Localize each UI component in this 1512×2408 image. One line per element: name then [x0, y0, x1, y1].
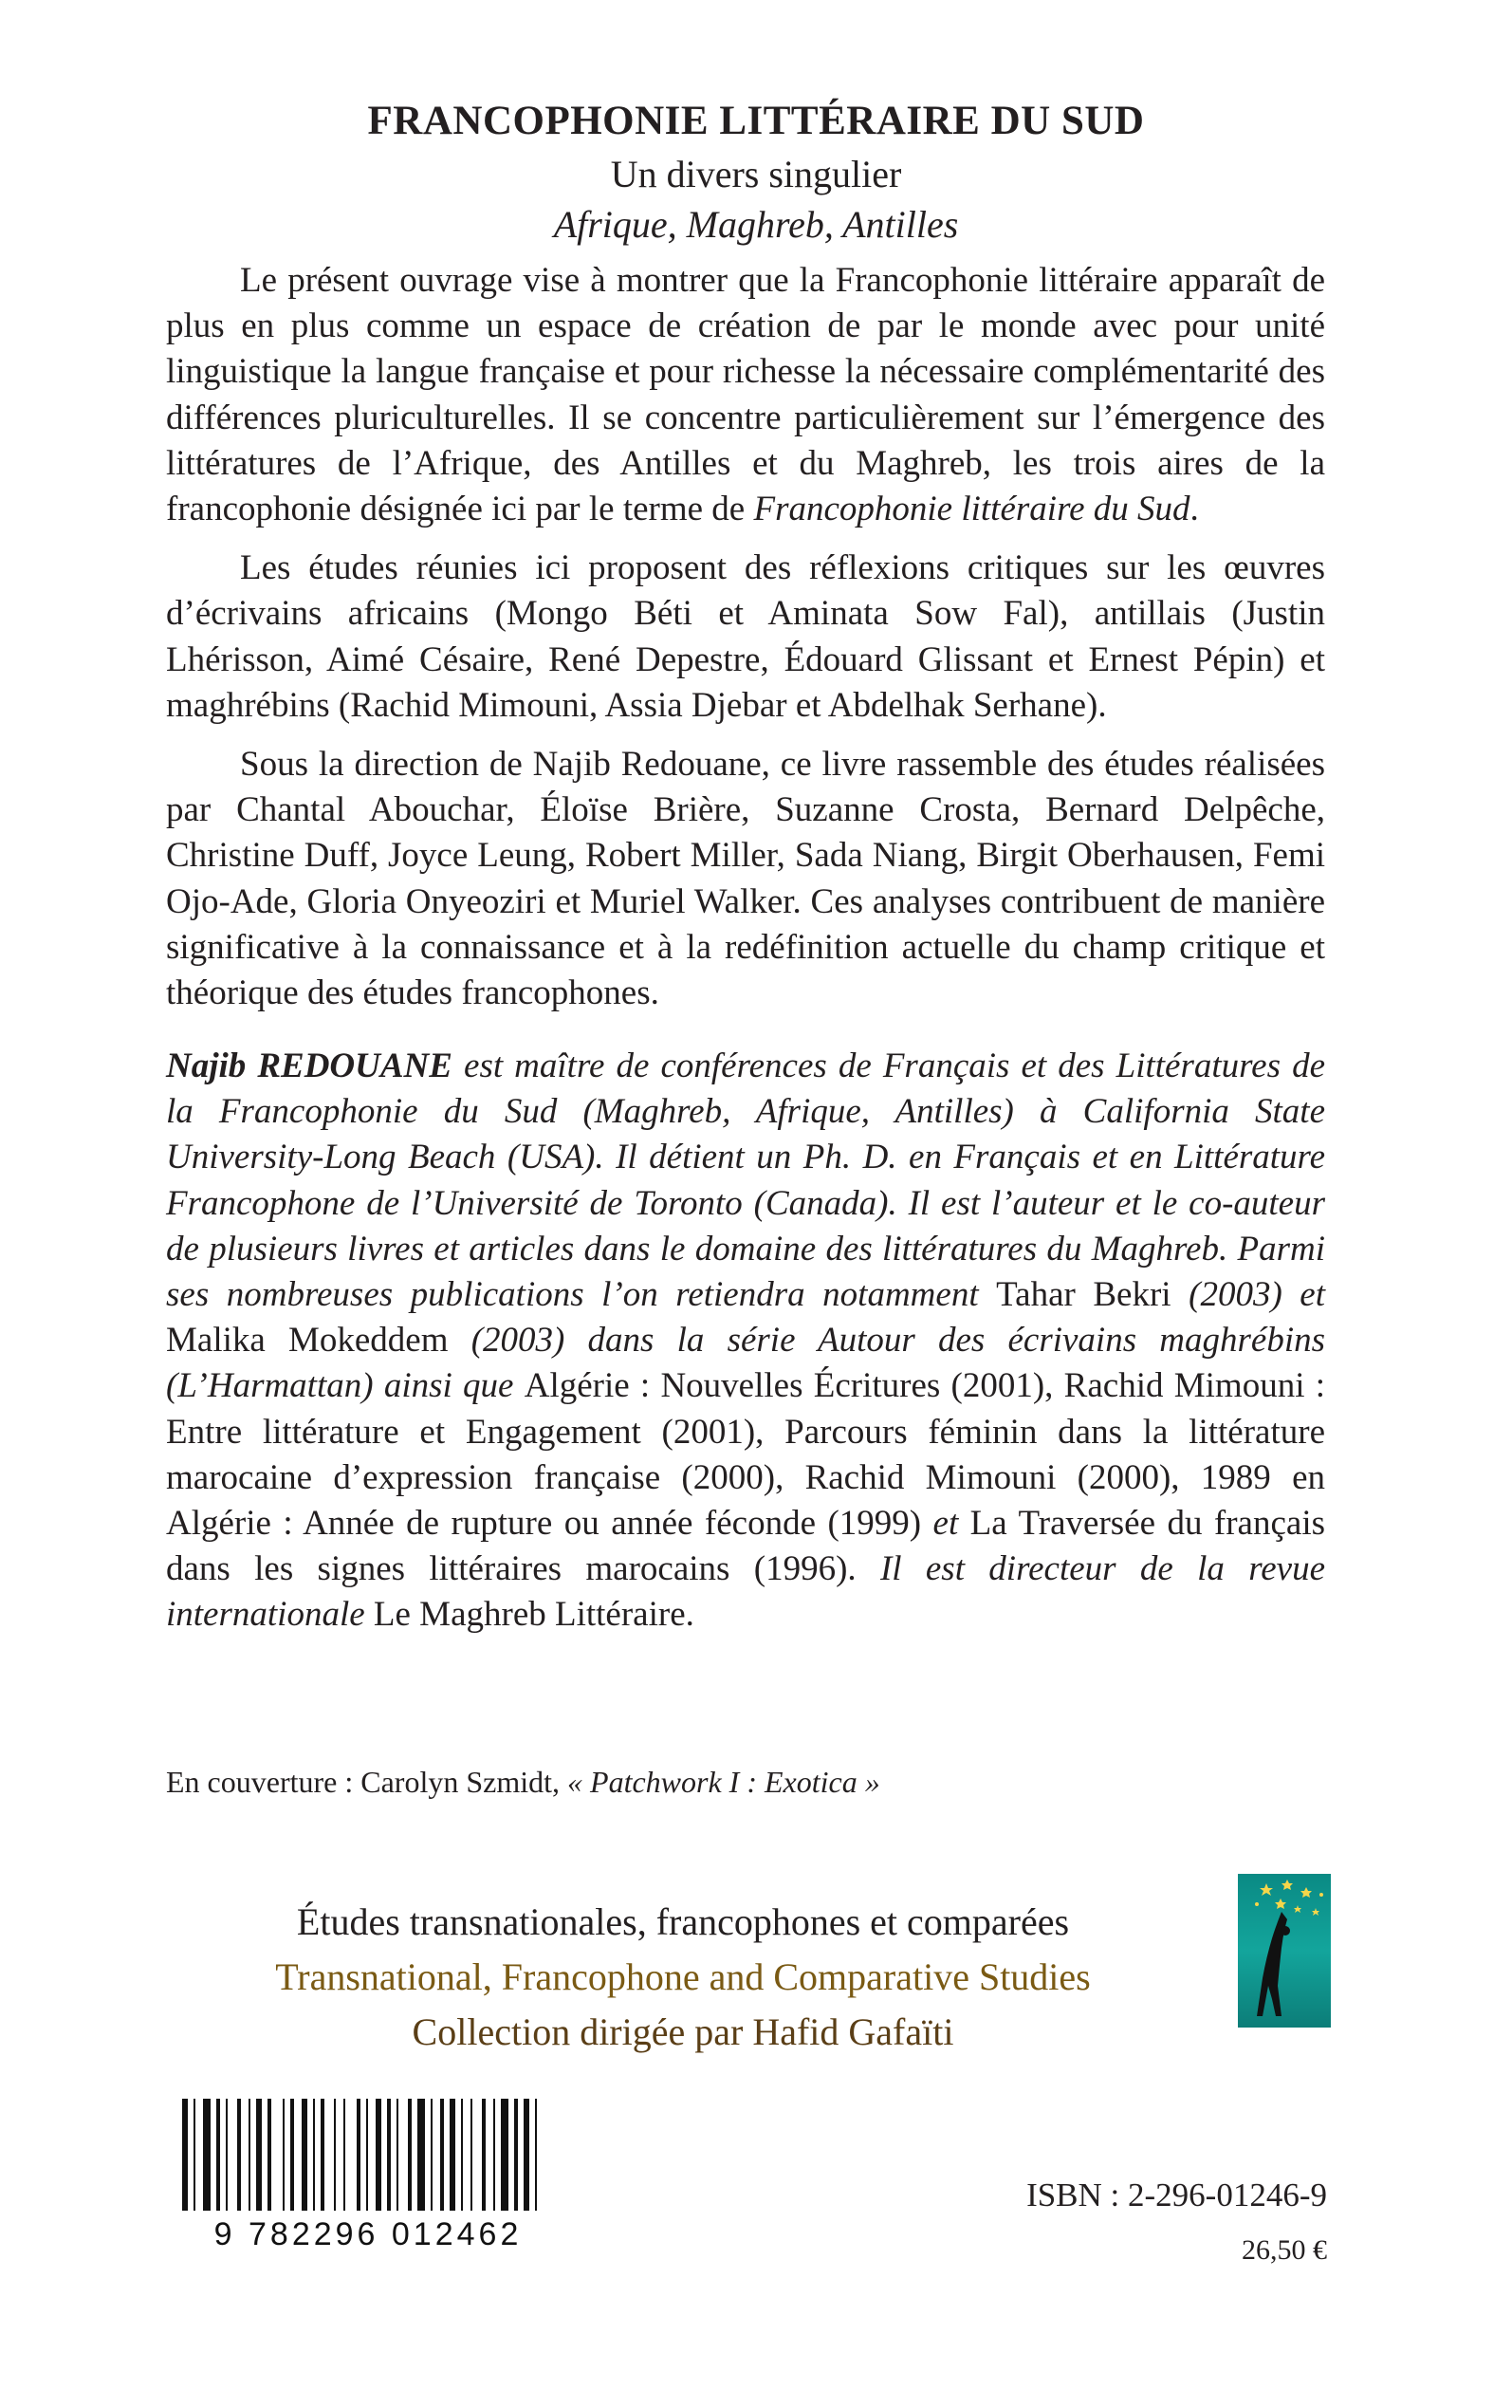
barcode-bar	[535, 2099, 537, 2211]
barcode-bar	[194, 2099, 195, 2211]
bio-roman-2: Malika Mokeddem	[166, 1321, 449, 1361]
cover-credit-work: « Patchwork I : Exotica »	[567, 1765, 880, 1799]
barcode-bar	[501, 2099, 508, 2211]
bio-roman-3: Algérie : Nouvelles Écritures (2001), Rachid Mimouni : Entre littérature et Engagement (2001), Parcours féminin dans la littérature marocaine d’expression française (2000), Rachid Mimouni (2000), 1989 en Algérie : Année de rupture ou année féconde (1999)	[166, 1366, 1326, 1544]
summary-paragraph-3: Sous la direction de Najib Redouane, ce livre rassemble des études réalisées par Chantal Abouchar, Éloïse Brière, Suzanne Crosta, Bernard Delpêche, Christine Duff, Joyce Leung, Robert Miller, Sada Niang, Birgit Oberhausen, Femi Ojo-Ade, Gloria Onyeoziri et Muriel Walker. Ces analyses contribuent de manière significative à la connaissance et à la redéfinition actuelle du champ critique et théorique des études francophones.	[166, 745, 1325, 1013]
bio-italic-2: (2003) et	[1171, 1275, 1325, 1315]
barcode-bar	[343, 2099, 345, 2211]
barcode-bar	[290, 2099, 294, 2211]
barcode-bar	[283, 2099, 285, 2211]
barcode-bar	[313, 2099, 315, 2211]
barcode-bar	[440, 2099, 444, 2211]
barcode	[165, 2097, 571, 2249]
bio-roman-1: Tahar Bekri	[996, 1275, 1171, 1315]
summary-paragraph-2: Les études réunies ici proposent des réflexions critiques sur les œuvres d’écrivains africains (Mongo Béti et Aminata Sow Fal), antillais (Justin Lhérisson, Aimé Césaire, René Depestre, Édouard Glissant et Ernest Pépin) et maghrébins (Rachid Mimouni, Assia Djebar et Abdelhak Serhane).	[166, 548, 1325, 725]
bio-roman-4: La Traversée du français dans les signes littéraires marocains (1996).	[166, 1504, 1325, 1589]
author-bio	[166, 1044, 1325, 1639]
cover-credit-prefix: En couverture : Carolyn Szmidt,	[166, 1765, 568, 1799]
barcode-bar	[461, 2099, 463, 2211]
bio-italic-3: (2003) dans la série Autour des écrivains maghrébins (L’Harmattan) ainsi que	[166, 1321, 1325, 1406]
barcode-bar	[226, 2099, 228, 2211]
barcode-bar	[334, 2099, 336, 2211]
barcode-bar	[493, 2099, 495, 2211]
barcode-bar	[182, 2099, 188, 2211]
summary-p1-end: .	[1189, 490, 1199, 529]
barcode-bar	[357, 2099, 360, 2211]
isbn: ISBN : 2-296-01246-9	[1026, 2176, 1327, 2214]
cover-credit	[166, 1763, 880, 1801]
summary-p1-text: Le présent ouvrage vise à montrer que la Francophonie littéraire apparaît de plus en plus comme un espace de création de par le monde avec pour unité linguistique la langue française et pour richesse la nécessaire complémentarité des différences pluriculturelles. Il se concentre particulièrement sur l’émergence des littératures de l’Afrique, des Antilles et du Maghreb, les trois aires de la francophonie désignée ici par le terme de	[166, 261, 1325, 529]
bio-italic-5: Il est directeur de la revue internationale	[166, 1549, 1325, 1635]
barcode-bar	[470, 2099, 472, 2211]
barcode-bar	[514, 2099, 518, 2211]
barcode-bar	[366, 2099, 368, 2211]
barcode-bar	[321, 2099, 324, 2211]
barcode-bar	[408, 2099, 412, 2211]
barcode-bar	[524, 2099, 529, 2211]
summary	[166, 258, 1325, 1029]
book-title: FRANCOPHONIE LITTÉRAIRE DU SUD	[367, 99, 1145, 143]
barcode-bar	[267, 2099, 271, 2211]
bio-italic-4: et	[932, 1504, 959, 1544]
summary-p1-italic: Francophonie littéraire du Sud	[753, 490, 1190, 529]
collection-en: Transnational, Francophone and Comparative Studies	[275, 1955, 1091, 1998]
collection-director: Collection dirigée par Hafid Gafaïti	[412, 2010, 954, 2053]
barcode-bar	[396, 2099, 398, 2211]
collection-fr: Études transnationales, francophones et comparées	[296, 1900, 1070, 1943]
star-figure-icon	[1238, 1874, 1331, 2028]
barcode-bar	[216, 2099, 220, 2211]
header	[0, 93, 1512, 250]
collection-info	[152, 1895, 1214, 2060]
barcode-bar	[237, 2099, 241, 2211]
barcode-bar	[431, 2099, 433, 2211]
author-bio-paragraph	[166, 1044, 1325, 1639]
price: 26,50 €	[1242, 2234, 1327, 2266]
publisher-logo	[1238, 1874, 1331, 2028]
barcode-bar	[450, 2099, 455, 2211]
barcode-bar	[302, 2099, 307, 2211]
barcode-bar	[387, 2099, 391, 2211]
barcode-graphic	[165, 2097, 571, 2249]
bio-roman-5: Le Maghreb Littéraire.	[364, 1595, 694, 1635]
barcode-bar	[482, 2099, 486, 2211]
barcode-bar	[249, 2099, 250, 2211]
barcode-bar	[203, 2099, 211, 2211]
barcode-bar	[376, 2099, 381, 2211]
bio-italic-1: est maître de conférences de Français et des Littératures de la Francophonie du Sud (Maghreb, Afrique, Antilles) à California State University-Long Beach (USA). Il détient un Ph. D. en Français et en Littérature Francophone de l’Université de Toronto (Canada). Il est l’auteur et le co-auteur de plusieurs livres et articles dans le domaine des littératures du Maghreb. Parmi ses nombreuses publications l’on retiendra notamment	[166, 1047, 1325, 1315]
author-name: Najib REDOUANE	[166, 1047, 452, 1085]
barcode-bar	[417, 2099, 425, 2211]
summary-paragraph-1	[166, 258, 1325, 532]
book-subtitle: Un divers singulier	[610, 153, 902, 195]
book-regions: Afrique, Maghreb, Antilles	[553, 203, 959, 246]
barcode-bar	[256, 2099, 262, 2211]
barcode-digits: 9 782296 012462	[213, 2216, 523, 2249]
